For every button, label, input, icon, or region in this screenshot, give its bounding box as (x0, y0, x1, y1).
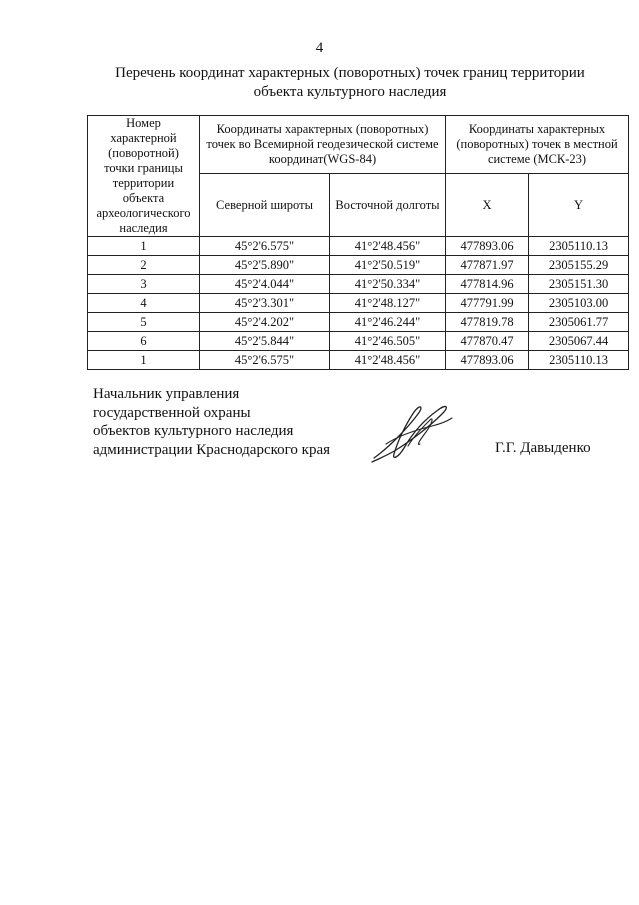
table-row (88, 256, 629, 275)
signatory-name: Г.Г. Давыденко (495, 440, 591, 456)
table-row (88, 351, 629, 370)
table-row (88, 332, 629, 351)
signatory-title (93, 385, 330, 459)
point-number-cell: 4 (88, 294, 200, 313)
latitude-cell: 45°2'5.890" (200, 256, 330, 275)
longitude-cell: 41°2'50.334" (330, 275, 446, 294)
header-point-number: Номер характерной (поворотной) точки границы территории объекта археологического наследия (88, 116, 200, 237)
header-north-latitude: Северной широты (200, 174, 330, 237)
longitude-cell: 41°2'48.456" (330, 237, 446, 256)
signatory-line-4: администрации Краснодарского края (93, 441, 331, 458)
y-cell: 2305067.44 (529, 332, 629, 351)
title-line-1: Перечень координат характерных (поворотных) точек границ территории (115, 65, 585, 81)
x-cell: 477871.97 (446, 256, 529, 275)
y-cell: 2305061.77 (529, 313, 629, 332)
longitude-cell: 41°2'46.505" (330, 332, 446, 351)
longitude-cell: 41°2'46.244" (330, 313, 446, 332)
signatory-line-1: Начальник управления (93, 386, 240, 402)
point-number-cell: 1 (88, 237, 200, 256)
y-cell: 2305155.29 (529, 256, 629, 275)
y-cell: 2305110.13 (529, 351, 629, 370)
latitude-cell: 45°2'4.044" (200, 275, 330, 294)
coordinates-table (87, 115, 629, 370)
longitude-cell: 41°2'48.127" (330, 294, 446, 313)
x-cell: 477814.96 (446, 275, 529, 294)
table-row (88, 275, 629, 294)
x-cell: 477893.06 (446, 351, 529, 370)
y-cell: 2305110.13 (529, 237, 629, 256)
point-number-cell: 6 (88, 332, 200, 351)
x-cell: 477870.47 (446, 332, 529, 351)
table-row (88, 237, 629, 256)
point-number-cell: 1 (88, 351, 200, 370)
point-number-cell: 2 (88, 256, 200, 275)
latitude-cell: 45°2'5.844" (200, 332, 330, 351)
header-x: X (446, 174, 529, 237)
y-cell: 2305151.30 (529, 275, 629, 294)
x-cell: 477893.06 (446, 237, 529, 256)
y-cell: 2305103.00 (529, 294, 629, 313)
table-row (88, 313, 629, 332)
header-east-longitude: Восточной долготы (330, 174, 446, 237)
handwritten-signature (368, 400, 458, 466)
longitude-cell: 41°2'48.456" (330, 351, 446, 370)
signatory-line-3: объектов культурного наследия (93, 423, 294, 439)
x-cell: 477819.78 (446, 313, 529, 332)
page-number: 4 (315, 40, 324, 56)
latitude-cell: 45°2'4.202" (200, 313, 330, 332)
longitude-cell: 41°2'50.519" (330, 256, 446, 275)
signatory-line-2: государственной охраны (93, 404, 251, 421)
latitude-cell: 45°2'6.575" (200, 237, 330, 256)
latitude-cell: 45°2'3.301" (200, 294, 330, 313)
title-line-2: объекта культурного наследия (253, 84, 447, 100)
x-cell: 477791.99 (446, 294, 529, 313)
header-wgs-group: Координаты характерных (поворотных) точек во Всемирной геодезической системе координат(WGS-84) (200, 116, 446, 174)
point-number-cell: 3 (88, 275, 200, 294)
document-title (60, 64, 639, 102)
header-local-group: Координаты характерных (поворотных) точек в местной системе (МСК-23) (446, 116, 629, 174)
header-y: Y (529, 174, 629, 237)
point-number-cell: 5 (88, 313, 200, 332)
latitude-cell: 45°2'6.575" (200, 351, 330, 370)
table-row (88, 294, 629, 313)
